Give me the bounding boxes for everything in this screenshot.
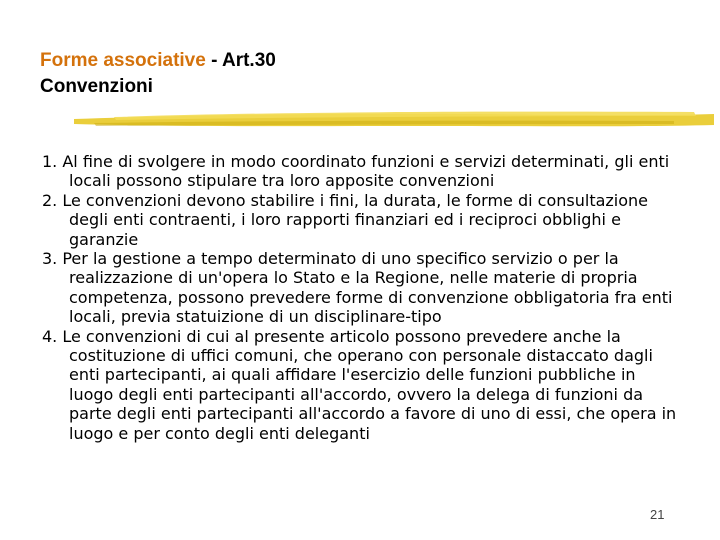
- paragraph-1: 1. Al fine di svolgere in modo coordinato funzioni e servizi determinati, gli enti locali possono stipulare tra loro apposite convenzioni: [42, 152, 670, 191]
- slide-title: [40, 48, 276, 100]
- title-accent: Forme associative: [40, 50, 206, 71]
- paragraph-2: 2. Le convenzioni devono stabilire i fini, la durata, le forme di consultazione degli enti contraenti, i loro rapporti finanziari ed i reciproci obblighi e garanzie: [42, 190, 649, 249]
- article-paragraphs: [42, 152, 682, 443]
- page-number: 21: [650, 507, 665, 522]
- paragraph-4: 4. Le convenzioni di cui al presente articolo possono prevedere anche la costituzione di uffici comuni, che operano con personale distaccato dagli enti partecipanti, ai quali affidare l'esercizio delle funzioni pubbliche in luogo degli enti partecipanti all'accordo, ovvero la delega di funzioni da parte degli enti partecipanti all'accordo a favore di uno di essi, che opera in luogo e per conto degli enti deleganti: [42, 326, 677, 443]
- title-subtitle: Convenzioni: [40, 76, 153, 97]
- paragraph-3: 3. Per la gestione a tempo determinato di uno specifico servizio o per la realizzazione di un'opera lo Stato e la Regione, nelle materie di propria competenza, possono prevedere forme di convenzione obbligatoria fra enti locali, previa statuizione di un disciplinare-tipo: [42, 249, 673, 327]
- title-article: - Art.30: [205, 50, 276, 71]
- title-line: [40, 48, 276, 74]
- title-underline-brush: [74, 105, 714, 133]
